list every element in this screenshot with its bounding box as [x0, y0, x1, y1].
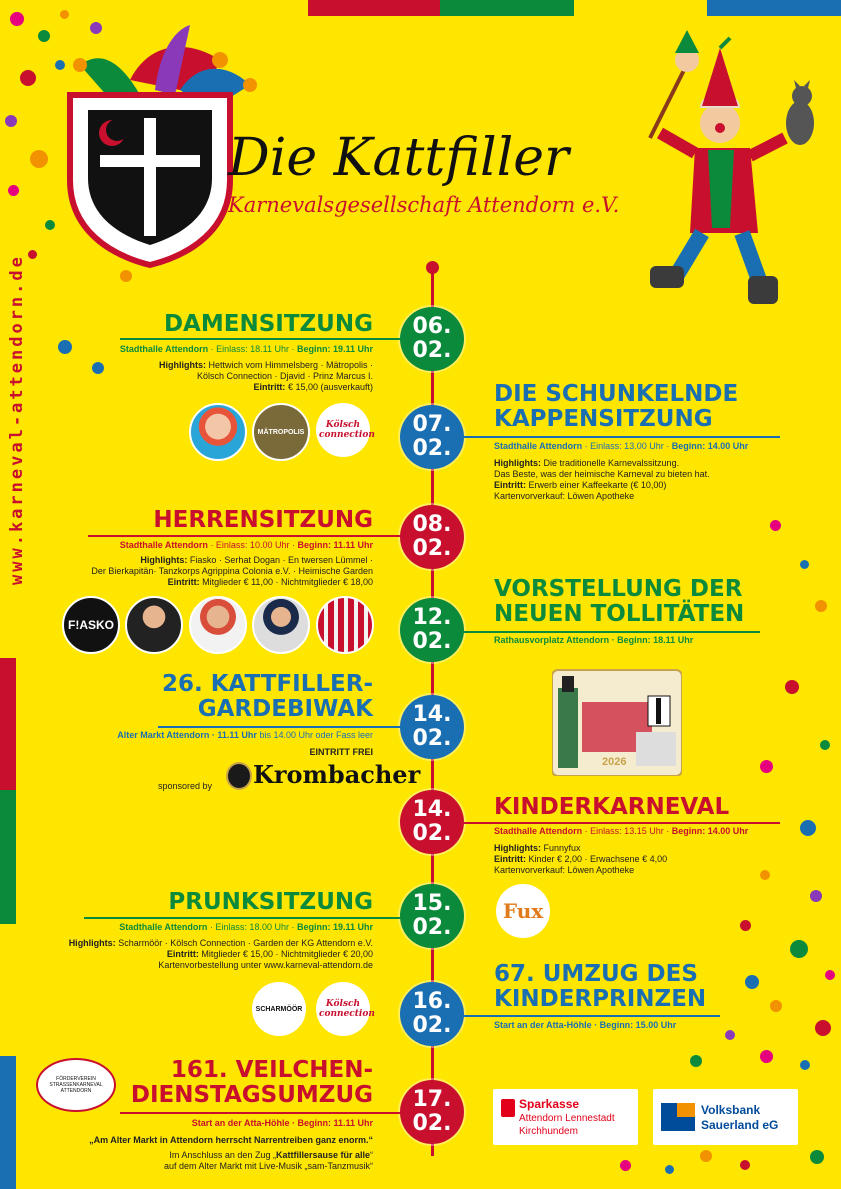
date-badge-1602: 16. 02. [400, 982, 464, 1046]
sparkasse-region: Attendorn Lennestadt [519, 1113, 615, 1124]
date-month: 02. [412, 338, 452, 363]
event-title-damensitzung: DAMENSITZUNG [163, 311, 373, 337]
event-description: Highlights: Die traditionelle Karnevalssitzung. Das Beste, was der heimische Karneval zu bieten hat. Eintritt: Erwerb einer Kaffeekarte (€ 10,00) Kartenvorverkauf: Löwen Apotheke [494, 458, 710, 501]
krombacher-logo[interactable]: Krombacher [253, 760, 421, 789]
event-quote: „Am Alter Markt in Attendorn herrscht Narrentreiben ganz enorm.“ [89, 1135, 373, 1145]
date-badge-1702: 17. 02. [400, 1080, 464, 1144]
event-title-kinderprinzen: 67. UMZUG DES KINDERPRINZEN [494, 961, 707, 1012]
event-meta: Start an der Atta-Höhle · Beginn: 11.11 Uhr [191, 1118, 373, 1128]
event-description: Highlights: Hettwich vom Himmelsberg · Mätropolis · Kölsch Connection · Djavid · Prinz Marcus I. Eintritt: € 15,00 (ausverkauft) [158, 360, 373, 392]
event-rule [462, 1015, 720, 1017]
date-badge-1502: 15. 02. [400, 884, 464, 948]
event-description: Im Anschluss an den Zug „Kattfillersause für alle“ auf dem Alter Markt mit Live-Musik „sam-Tanzmusik“ [163, 1150, 373, 1171]
date-badge-1202: 12. 02. [400, 598, 464, 662]
date-badge-1402-kinder: 14. 02. [400, 790, 464, 854]
event-meta: Stadthalle Attendorn · Einlass: 18.11 Uhr · Beginn: 19.11 Uhr [119, 344, 373, 354]
krombacher-emblem [226, 762, 252, 790]
jester-illustration [630, 28, 830, 318]
volksbank-icon-accent [677, 1103, 695, 1117]
dance-group-photo [316, 596, 374, 654]
event-meta: Stadthalle Attendorn · Einlass: 13.00 Uhr · Beginn: 14.00 Uhr [494, 441, 749, 451]
event-meta: Start an der Atta-Höhle · Beginn: 15.00 Uhr [494, 1020, 677, 1030]
top-bar-red [308, 0, 440, 16]
event-rule [462, 822, 780, 824]
sparkasse-logo[interactable] [493, 1089, 638, 1145]
event-rule [462, 631, 760, 633]
event-meta: Alter Markt Attendorn · 11.11 Uhr bis 14.00 Uhr oder Fass leer [117, 730, 373, 740]
sparkasse-name: Sparkasse [519, 1097, 580, 1111]
event-meta: Rathausvorplatz Attendorn · Beginn: 18.11 Uhr [494, 635, 694, 645]
event-rule [88, 535, 402, 537]
volksbank-region: Sauerland eG [701, 1118, 779, 1132]
side-bar-blue [0, 1056, 16, 1189]
event-description: Highlights: Fiasko · Serhat Dogan · En twersen Lümmel · Der Bierkapitän· Tanzkorps Agrippina Colonia e.V. · Heimische Garden Eintritt: Mitglieder € 11,00 · Nichtmitglieder € 18,00 [91, 555, 373, 587]
event-title-veilchen: 161. VEILCHEN- DIENSTAGSUMZUG [130, 1057, 373, 1108]
sponsored-by: sponsored by [158, 781, 213, 791]
event-title-kappensitzung: DIE SCHUNKELNDE KAPPENSITZUNG [494, 381, 739, 432]
date-day: 06. [412, 314, 452, 339]
event-description: Highlights: Funnyfux Eintritt: Kinder € 2,00 · Erwachsene € 4,00 Kartenvorverkauf: Löwen Apotheke [494, 843, 668, 875]
fiasko-logo: F!ASKO [62, 596, 120, 654]
event-title-kinderkarneval: KINDERKARNEVAL [494, 794, 730, 820]
event-rule [462, 436, 780, 438]
side-bar-green [0, 790, 16, 924]
page-subtitle: Karnevalsgesellschaft Attendorn e.V. [228, 193, 620, 217]
sparkasse-icon [501, 1099, 515, 1117]
scharmoor-logo: SCHARMÖÖR [252, 982, 306, 1036]
event-title-tollitaeten: VORSTELLUNG DER NEUEN TOLLITÄTEN [494, 576, 745, 627]
event-meta: Stadthalle Attendorn · Einlass: 18.00 Uhr · Beginn: 19.11 Uhr [119, 922, 373, 932]
event-title-herrensitzung: HERRENSITZUNG [153, 507, 373, 533]
event-title-gardebiwak: 26. KATTFILLER- GARDEBIWAK [161, 671, 373, 722]
date-badge-0802: 08. 02. [400, 505, 464, 569]
foerderverein-badge: FÖRDERVEREIN STRASSENKARNEVAL ATTENDORN [36, 1058, 116, 1112]
volksbank-name: Volksbank [701, 1103, 761, 1117]
date-badge-0602 [400, 307, 464, 371]
event-meta: Stadthalle Attendorn · Einlass: 10.00 Uhr · Beginn: 11.11 Uhr [119, 540, 373, 550]
page-title: Die Kattfiller [228, 128, 569, 188]
matropolis-logo: MÄTROPOLIS [252, 403, 310, 461]
koelsch-connection-logo: Kölsch connection [316, 982, 370, 1036]
event-rule [120, 1112, 402, 1114]
artist-photo [125, 596, 183, 654]
event-rule [158, 726, 402, 728]
koelsch-connection-logo: Kölsch connection [316, 403, 370, 457]
date-badge-1402-biwak: 14. 02. [400, 695, 464, 759]
sparkasse-region-2: Kirchhundem [519, 1126, 578, 1137]
badge-year: 2026 [602, 756, 627, 768]
tollitaeten-badge [552, 662, 682, 776]
funnyfux-logo: Fux [496, 884, 550, 938]
event-rule [120, 338, 402, 340]
side-bar-red [0, 658, 16, 790]
date-badge-0702: 07. 02. [400, 405, 464, 469]
event-rule [84, 917, 402, 919]
event-description: Highlights: Scharmöör · Kölsch Connection · Garden der KG Attendorn e.V. Eintritt: Mitglieder € 15,00 · Nichtmitglieder € 20,00 Kartenvorbestellung unter www.karneval-attendorn.de [68, 938, 373, 970]
volksbank-logo[interactable] [653, 1089, 798, 1145]
website-url[interactable]: www.karneval-attendorn.de [7, 254, 27, 585]
eintritt-frei: EINTRITT FREI [309, 747, 373, 757]
event-meta: Stadthalle Attendorn · Einlass: 13.15 Uhr · Beginn: 14.00 Uhr [494, 826, 749, 836]
artist-photo [252, 596, 310, 654]
artist-photo [189, 403, 247, 461]
artist-photo [189, 596, 247, 654]
top-bar-blue [707, 0, 841, 16]
event-title-prunksitzung: PRUNKSITZUNG [168, 889, 373, 915]
top-bar-green [440, 0, 574, 16]
